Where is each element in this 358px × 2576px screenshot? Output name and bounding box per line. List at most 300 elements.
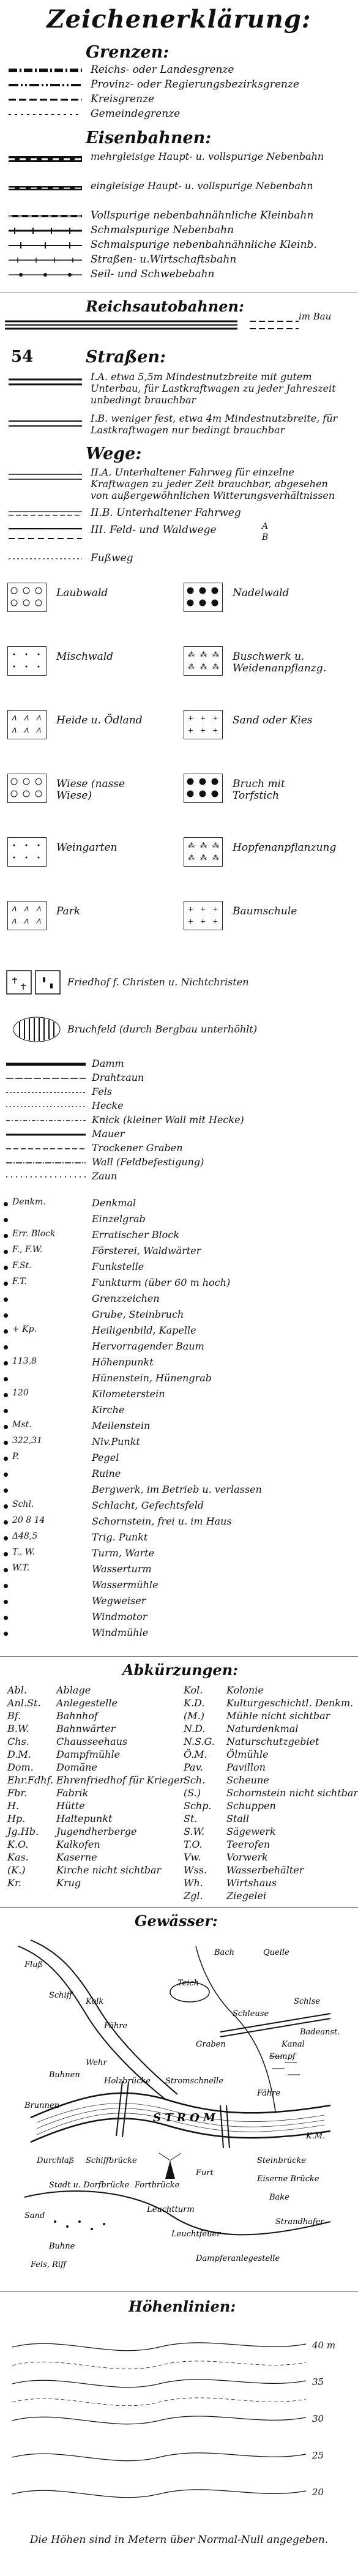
kreisgrenze-symbol — [9, 95, 82, 104]
point-symbol-marker — [4, 1616, 8, 1620]
vegetation-label: Wiese (nasse Wiese) — [56, 778, 125, 802]
legend-row — [5, 180, 354, 204]
abbreviation-code: Hp. — [7, 1813, 26, 1824]
gewaesser-map — [12, 1934, 346, 2277]
point-symbol-marker — [4, 1584, 8, 1588]
svg-text:+: + — [188, 714, 194, 722]
point-symbol-label: Kirche — [92, 1404, 125, 1416]
legend-row — [5, 466, 354, 503]
abbreviation-meaning: Stall — [226, 1813, 250, 1824]
divider — [0, 2291, 358, 2292]
vegetation-label: Sand oder Kies — [233, 714, 313, 726]
svg-text:⁂: ⁂ — [188, 663, 195, 671]
point-symbol-label: Ruine — [92, 1468, 121, 1479]
point-symbol-code: T., W. — [12, 1547, 35, 1557]
gewaesser-label: Schleuse — [233, 2009, 269, 2018]
point-symbol-code: + Kp. — [12, 1324, 37, 1334]
abbreviation-meaning: Teerofen — [226, 1839, 270, 1850]
line-feature-label: Knick (kleiner Wall mit Hecke) — [92, 1114, 244, 1126]
legend-row — [5, 552, 354, 566]
strasse-ia-symbol — [9, 377, 82, 387]
legend-row — [5, 224, 354, 237]
section-heading-eisenbahnen: Eisenbahnen: — [86, 129, 212, 147]
legend-label: Seil- und Schwebebahn — [91, 268, 215, 280]
point-symbol-label: Heiligenbild, Kapelle — [92, 1324, 196, 1336]
vegetation-symbol — [7, 583, 47, 612]
point-symbol-label: Windmühle — [92, 1627, 149, 1638]
legend-row — [5, 78, 354, 92]
gewaesser-label: Holzbrücke — [104, 2077, 151, 2086]
vegetation-symbol — [184, 774, 223, 803]
point-symbol-label: Turm, Warte — [92, 1547, 155, 1559]
svg-text:+: + — [212, 905, 218, 913]
svg-text:+: + — [212, 714, 218, 722]
svg-text:ᐱ: ᐱ — [12, 714, 17, 722]
svg-text:ᐱ: ᐱ — [36, 917, 41, 925]
abbreviation-meaning: Fabrik — [56, 1787, 89, 1799]
abbreviation-meaning: Vorwerk — [226, 1851, 268, 1863]
hoehen-note: Die Höhen sind in Metern über Normal-Null angegeben. — [29, 2534, 329, 2546]
vegetation-label: Baumschule — [233, 905, 297, 917]
kleinbahn-symbol — [9, 212, 82, 220]
abbreviation-meaning: Kalkofen — [56, 1839, 100, 1850]
svg-text:+: + — [200, 714, 206, 722]
point-symbol-code: 20 8 14 — [12, 1515, 45, 1525]
hoehen-value: 25 — [312, 2450, 324, 2461]
point-symbol-marker — [4, 1488, 8, 1493]
legend-label: Schmalspurige nebenbahnähnliche Kleinb. — [91, 239, 317, 251]
point-symbol-label: Funkturm (über 60 m hoch) — [92, 1277, 231, 1288]
vegetation-symbol — [7, 901, 47, 930]
vegetation-label: Heide u. Ödland — [56, 714, 143, 726]
legend-row — [5, 507, 354, 520]
page-title: Zeichenerklärung: — [47, 5, 311, 34]
point-symbol-marker — [4, 1361, 8, 1365]
seilbahn-symbol — [9, 271, 82, 279]
point-symbol-code: P. — [12, 1452, 20, 1462]
legend-label: II.B. Unterhaltener Fahrweg — [91, 507, 241, 519]
gewaesser-label: K.M. — [306, 2132, 326, 2141]
vegetation-symbol — [7, 710, 47, 739]
abbreviation-code: Zgl. — [184, 1890, 203, 1902]
abbreviation-code: Kas. — [7, 1851, 29, 1863]
legend-label: III. Feld- und Waldwege — [91, 524, 217, 536]
svg-text:ᐱ: ᐱ — [12, 917, 17, 925]
abbreviation-meaning: Jugendherberge — [56, 1826, 137, 1837]
gewaesser-label: Dampferanlegestelle — [196, 2254, 280, 2263]
gewaesser-label: Brunnen — [24, 2101, 59, 2110]
svg-text:ᐱ: ᐱ — [36, 905, 41, 913]
abbreviation-code: Sch. — [184, 1774, 206, 1786]
legend-row — [5, 151, 354, 175]
line-feature-label: Zaun — [92, 1170, 117, 1182]
abbreviation-meaning: Kolonie — [226, 1684, 264, 1696]
legend-row — [5, 64, 354, 77]
gewaesser-label: Leuchtfeuer — [171, 2230, 221, 2239]
svg-text:⁂: ⁂ — [212, 842, 219, 849]
point-symbol-marker — [4, 1568, 8, 1572]
svg-text:⁂: ⁂ — [200, 663, 207, 671]
abbreviation-meaning: Bahnwärter — [56, 1723, 116, 1734]
svg-text:⁂: ⁂ — [188, 854, 195, 862]
point-symbol-marker — [4, 1313, 8, 1318]
section-heading-wege: Wege: — [86, 444, 142, 463]
point-symbol-code: F., F.W. — [12, 1245, 43, 1255]
vegetation-symbol — [184, 646, 223, 676]
weg-iia-symbol — [9, 472, 82, 481]
point-symbol-marker — [4, 1552, 8, 1556]
legend-label: I.B. weniger fest, etwa 4m Mindestnutzbreite, für Lastkraftwagen nur bedingt brauchbar — [91, 413, 338, 436]
legend-label: Kreisgrenze — [91, 93, 155, 105]
hoehen-value: 35 — [312, 2376, 324, 2387]
abbreviation-meaning: Naturschutzgebiet — [226, 1736, 319, 1747]
svg-text:⁂: ⁂ — [212, 663, 219, 671]
bruchfeld-label: Bruchfeld (durch Bergbau unterhöhlt) — [67, 1023, 258, 1035]
abbreviation-meaning: Schuppen — [226, 1800, 276, 1812]
point-symbol-code: 322,31 — [12, 1436, 42, 1446]
point-symbol-code: Denkm. — [12, 1197, 46, 1207]
vegetation-symbol — [7, 646, 47, 676]
point-symbol-label: Pegel — [92, 1452, 119, 1463]
abbreviation-code: N.S.G. — [184, 1736, 215, 1747]
abbreviation-meaning: Hütte — [56, 1800, 85, 1812]
gewaesser-label: Sumpf — [269, 2052, 296, 2061]
gewaesser-label: Kanal — [282, 2040, 305, 2049]
svg-text:+: + — [212, 726, 218, 734]
abbreviation-code: Fbr. — [7, 1787, 28, 1799]
line-feature-symbol — [6, 1159, 86, 1167]
svg-text:+: + — [200, 905, 206, 913]
abbreviation-code: Chs. — [7, 1736, 29, 1747]
line-feature-symbol — [6, 1144, 86, 1153]
section-heading-hoehen: Höhenlinien: — [129, 2298, 236, 2315]
strasse-ib-symbol — [9, 419, 82, 428]
abbreviation-meaning: Ölmühle — [226, 1749, 269, 1760]
gewaesser-label: Fähre — [257, 2089, 281, 2098]
point-symbol-marker — [4, 1473, 8, 1477]
legend-label: Reichs- oder Landesgrenze — [91, 64, 234, 76]
abbreviation-code: H. — [7, 1800, 20, 1812]
point-symbol-label: Schlacht, Gefechtsfeld — [92, 1499, 204, 1511]
point-symbol-code: W.T. — [12, 1563, 30, 1573]
abbreviation-meaning: Chausseehaus — [56, 1736, 128, 1747]
abbreviation-code: Wh. — [184, 1877, 203, 1889]
gewaesser-label: Leuchtturm — [147, 2205, 195, 2214]
point-symbol-label: Erratischer Block — [92, 1229, 179, 1241]
point-symbol-marker — [4, 1266, 8, 1270]
gewaesser-label: Steinbrücke — [257, 2156, 307, 2165]
legend-row — [5, 253, 354, 267]
abbreviation-meaning: Ziegelei — [226, 1890, 267, 1902]
section-heading-gewaesser: Gewässer: — [135, 1912, 218, 1930]
svg-text:ᐱ: ᐱ — [36, 726, 41, 734]
abbreviation-code: D.M. — [7, 1749, 31, 1760]
point-symbol-marker — [4, 1600, 8, 1604]
gewaesser-label: Schiff — [49, 1991, 72, 2000]
gewaesser-label: Durchlaß — [37, 2156, 75, 2165]
point-symbol-marker — [4, 1409, 8, 1413]
gewaesser-label: Fluß — [24, 1960, 43, 1969]
section-heading-strassen: Straßen: — [86, 348, 166, 367]
legend-row — [5, 209, 354, 223]
friedhof-symbol — [6, 970, 61, 995]
point-symbol-label: Meilenstein — [92, 1420, 151, 1432]
point-symbol-marker — [4, 1234, 8, 1238]
abbreviation-code: (S.) — [184, 1787, 201, 1799]
abbreviation-code: (K.) — [7, 1864, 26, 1876]
gewaesser-label: Stadt u. Dorfbrücke — [49, 2181, 130, 2190]
gewaesser-label: Schlse — [294, 1997, 321, 2006]
abbreviation-code: Bf. — [7, 1710, 21, 1722]
gewaesser-label: Strandhafer — [275, 2217, 324, 2227]
abbreviation-meaning: Schornstein nicht sichtbar — [226, 1787, 358, 1799]
gewaesser-label: Bach — [214, 1948, 234, 1957]
abbreviation-meaning: Kulturgeschichtl. Denkm. — [226, 1697, 354, 1709]
fussweg-symbol — [9, 554, 82, 563]
abbreviation-code: Vw. — [184, 1851, 201, 1863]
point-symbol-label: Trig. Punkt — [92, 1531, 148, 1543]
gewaesser-label: Eiserne Brücke — [257, 2175, 319, 2184]
legend-label: Gemeindegrenze — [91, 108, 181, 120]
line-feature-label: Fels — [92, 1086, 113, 1097]
abbreviation-code: Kol. — [184, 1684, 203, 1696]
gewaesser-label: Graben — [196, 2040, 226, 2049]
point-symbol-marker — [4, 1345, 8, 1350]
abbreviation-meaning: Scheune — [226, 1774, 269, 1786]
svg-text:ᐱ: ᐱ — [24, 714, 29, 722]
mehrgleisig-symbol — [9, 154, 82, 164]
abbreviation-meaning: Domäne — [56, 1761, 97, 1773]
strom-label: S T R O M — [153, 2111, 216, 2124]
vegetation-label: Bruch mit Torfstich — [233, 778, 285, 802]
abbreviation-code: S.W. — [184, 1826, 205, 1837]
point-symbol-label: Grube, Steinbruch — [92, 1309, 184, 1320]
abbreviation-meaning: Sägewerk — [226, 1826, 276, 1837]
svg-text:+: + — [188, 917, 194, 925]
point-symbol-label: Wasserturm — [92, 1563, 152, 1575]
svg-text:⁂: ⁂ — [188, 842, 195, 849]
abbreviation-code: K.D. — [184, 1697, 205, 1709]
reichsgrenze-symbol — [9, 66, 82, 75]
gewaesser-label: Stromschnelle — [165, 2077, 223, 2086]
line-feature-symbol — [6, 1116, 86, 1125]
bruchfeld-symbol — [12, 1016, 61, 1043]
schmalspur-kleinbahn-symbol — [9, 241, 82, 250]
point-symbol-label: Denkmal — [92, 1197, 136, 1209]
point-symbol-code: Schl. — [12, 1499, 34, 1509]
strassenbahn-symbol — [9, 256, 82, 264]
abbreviation-meaning: Ablage — [56, 1684, 91, 1696]
point-symbol-label: Grenzzeichen — [92, 1293, 160, 1304]
gewaesser-label: Fortbrücke — [135, 2181, 180, 2190]
legend-row — [5, 268, 354, 282]
legend-row — [5, 413, 354, 438]
section-heading-autobahn: Reichsautobahnen: — [86, 297, 244, 315]
point-symbol-marker — [4, 1425, 8, 1429]
svg-text:+: + — [200, 726, 206, 734]
divider — [0, 1907, 358, 1908]
abbreviation-code: Ehr.Fdhf. — [7, 1774, 54, 1786]
vegetation-symbol — [184, 710, 223, 739]
point-symbol-code: Mst. — [12, 1420, 32, 1430]
vegetation-label: Laubwald — [56, 587, 108, 599]
legend-row — [5, 93, 354, 106]
point-symbol-marker — [4, 1218, 8, 1222]
abbreviation-code: K.O. — [7, 1839, 29, 1850]
svg-text:+: + — [188, 726, 194, 734]
provinzgrenze-symbol — [9, 81, 82, 89]
point-symbol-code: F.St. — [12, 1261, 32, 1271]
divider — [0, 1656, 358, 1657]
abbreviation-code: Jg.Hb. — [7, 1826, 39, 1837]
point-symbol-marker — [4, 1632, 8, 1636]
gewaesser-label: Teich — [177, 1979, 200, 1988]
legend-row — [5, 108, 354, 121]
gewaesser-label: Kolk — [86, 1997, 104, 2006]
abbreviation-code: Schp. — [184, 1800, 212, 1812]
line-feature-label: Drahtzaun — [92, 1072, 144, 1083]
vegetation-symbol — [184, 837, 223, 867]
abbreviation-code: (M.) — [184, 1710, 204, 1722]
point-symbol-code: Err. Block — [12, 1229, 56, 1239]
gewaesser-label: Buhnen — [49, 2070, 80, 2080]
point-symbol-marker — [4, 1504, 8, 1509]
road-number-badge: 54 — [11, 348, 34, 366]
abbreviation-code: N.D. — [184, 1723, 206, 1734]
point-symbol-label: Hervorragender Baum — [92, 1340, 204, 1352]
gewaesser-label: Badeanst. — [300, 2028, 340, 2037]
svg-text:+: + — [212, 917, 218, 925]
point-symbol-label: Hünenstein, Hünengrab — [92, 1372, 212, 1384]
legend-label: eingleisige Haupt- u. vollspurige Nebenbahn — [91, 180, 313, 192]
point-symbol-label: Schornstein, frei u. im Haus — [92, 1515, 232, 1527]
point-symbol-marker — [4, 1441, 8, 1445]
line-feature-symbol — [6, 1173, 86, 1181]
point-symbol-marker — [4, 1250, 8, 1254]
abbreviation-code: Abl. — [7, 1684, 27, 1696]
line-feature-label: Mauer — [92, 1128, 125, 1140]
legend-label: Straßen- u.Wirtschaftsbahn — [91, 253, 237, 266]
legend-row — [5, 371, 354, 409]
line-feature-label: Damm — [92, 1058, 124, 1069]
svg-text:⁂: ⁂ — [212, 854, 219, 862]
hoehenlinien-diagram — [12, 2323, 346, 2518]
svg-text:⁂: ⁂ — [200, 651, 207, 659]
feldweg-symbol — [9, 525, 82, 543]
gewaesser-label: Buhne — [49, 2242, 75, 2251]
vegetation-symbol — [7, 774, 47, 803]
point-symbol-marker — [4, 1520, 8, 1525]
point-symbol-label: Wassermühle — [92, 1579, 158, 1591]
legend-label: Vollspurige nebenbahnähnliche Kleinbahn — [91, 209, 314, 222]
abbreviation-meaning: Kirche nicht sichtbar — [56, 1864, 162, 1876]
vegetation-label: Park — [56, 905, 81, 917]
abbreviation-code: T.O. — [184, 1839, 203, 1850]
point-symbol-code: Δ48,5 — [12, 1531, 38, 1541]
svg-text:ᐱ: ᐱ — [36, 714, 41, 722]
section-heading-abkuerzungen: Abkürzungen: — [122, 1661, 239, 1679]
abbreviation-meaning: Ehrenfriedhof für Krieger — [56, 1774, 185, 1786]
line-feature-symbol — [6, 1102, 86, 1111]
abbreviation-code: St. — [184, 1813, 198, 1824]
abbreviation-code: B.W. — [7, 1723, 29, 1734]
svg-text:+: + — [188, 905, 194, 913]
point-symbol-label: Niv.Punkt — [92, 1436, 140, 1447]
vegetation-symbol — [7, 837, 47, 867]
point-symbol-marker — [4, 1457, 8, 1461]
abbreviation-meaning: Anlegestelle — [56, 1697, 117, 1709]
section-heading-grenzen: Grenzen: — [86, 43, 170, 62]
legend-label: Schmalspurige Nebenbahn — [91, 224, 234, 236]
hoehen-value: 30 — [312, 2413, 324, 2424]
schmalspur-symbol — [9, 226, 82, 235]
point-symbol-marker — [4, 1282, 8, 1286]
abbreviation-code: Wss. — [184, 1864, 207, 1876]
vegetation-label: Nadelwald — [233, 587, 289, 599]
vegetation-symbol — [184, 901, 223, 930]
vegetation-symbol — [184, 583, 223, 612]
hoehen-value: 20 — [312, 2487, 324, 2498]
gewaesser-label: Wehr — [86, 2058, 107, 2067]
abbreviation-meaning: Wirtshaus — [226, 1877, 277, 1889]
svg-text:ᐱ: ᐱ — [12, 905, 17, 913]
eingleisig-symbol — [9, 184, 82, 193]
abbreviation-meaning: Haltepunkt — [56, 1813, 113, 1824]
abbreviation-meaning: Wasserbehälter — [226, 1864, 304, 1876]
svg-text:⁂: ⁂ — [200, 854, 207, 862]
abbreviation-code: Pav. — [184, 1761, 203, 1773]
line-feature-symbol — [6, 1074, 86, 1083]
friedhof-label: Friedhof f. Christen u. Nichtchristen — [67, 976, 249, 988]
point-symbol-code: F.T. — [12, 1277, 27, 1286]
abbreviation-code: Kr. — [7, 1877, 21, 1889]
gewaesser-label: Quelle — [263, 1948, 289, 1957]
point-symbol-marker — [4, 1377, 8, 1381]
im-bau-label: im Bau — [299, 311, 332, 322]
point-symbol-marker — [4, 1202, 8, 1206]
line-feature-symbol — [6, 1088, 86, 1097]
point-symbol-code: 113,8 — [12, 1356, 37, 1366]
svg-text:ᐱ: ᐱ — [24, 905, 29, 913]
line-feature-symbol — [6, 1060, 86, 1069]
weg-iib-symbol — [9, 509, 82, 518]
line-feature-symbol — [6, 1130, 86, 1139]
point-symbol-label: Windmotor — [92, 1611, 147, 1622]
point-symbol-label: Einzelgrab — [92, 1213, 146, 1225]
legend-label: Fußweg — [91, 552, 133, 564]
line-feature-label: Hecke — [92, 1100, 124, 1111]
svg-text:⁂: ⁂ — [200, 842, 207, 849]
legend-row — [5, 239, 354, 252]
point-symbol-marker — [4, 1393, 8, 1397]
point-symbol-label: Kilometerstein — [92, 1388, 165, 1400]
abbreviation-code: Dom. — [7, 1761, 34, 1773]
abbreviation-code: Anl.St. — [7, 1697, 41, 1709]
line-feature-label: Trockener Graben — [92, 1142, 183, 1154]
abbreviation-meaning: Bahnhof — [56, 1710, 98, 1722]
gewaesser-label: Sand — [24, 2211, 45, 2220]
svg-text:ᐱ: ᐱ — [12, 726, 17, 734]
legend-label: Provinz- oder Regierungsbezirksgrenze — [91, 78, 299, 91]
feldweg-a: A — [262, 521, 269, 531]
legend-label: I.A. etwa 5,5m Mindestnutzbreite mit gutem Unterbau, für Lastkraftwagen zu jeder Jahreszeit unbedingt brauchbar — [91, 371, 336, 406]
abbreviation-code: Ö.M. — [184, 1749, 207, 1760]
svg-text:ᐱ: ᐱ — [24, 917, 29, 925]
gewaesser-label: Bake — [269, 2193, 289, 2202]
line-feature-label: Wall (Feldbefestigung) — [92, 1156, 204, 1168]
point-symbol-marker — [4, 1536, 8, 1540]
point-symbol-code: 120 — [12, 1388, 29, 1398]
